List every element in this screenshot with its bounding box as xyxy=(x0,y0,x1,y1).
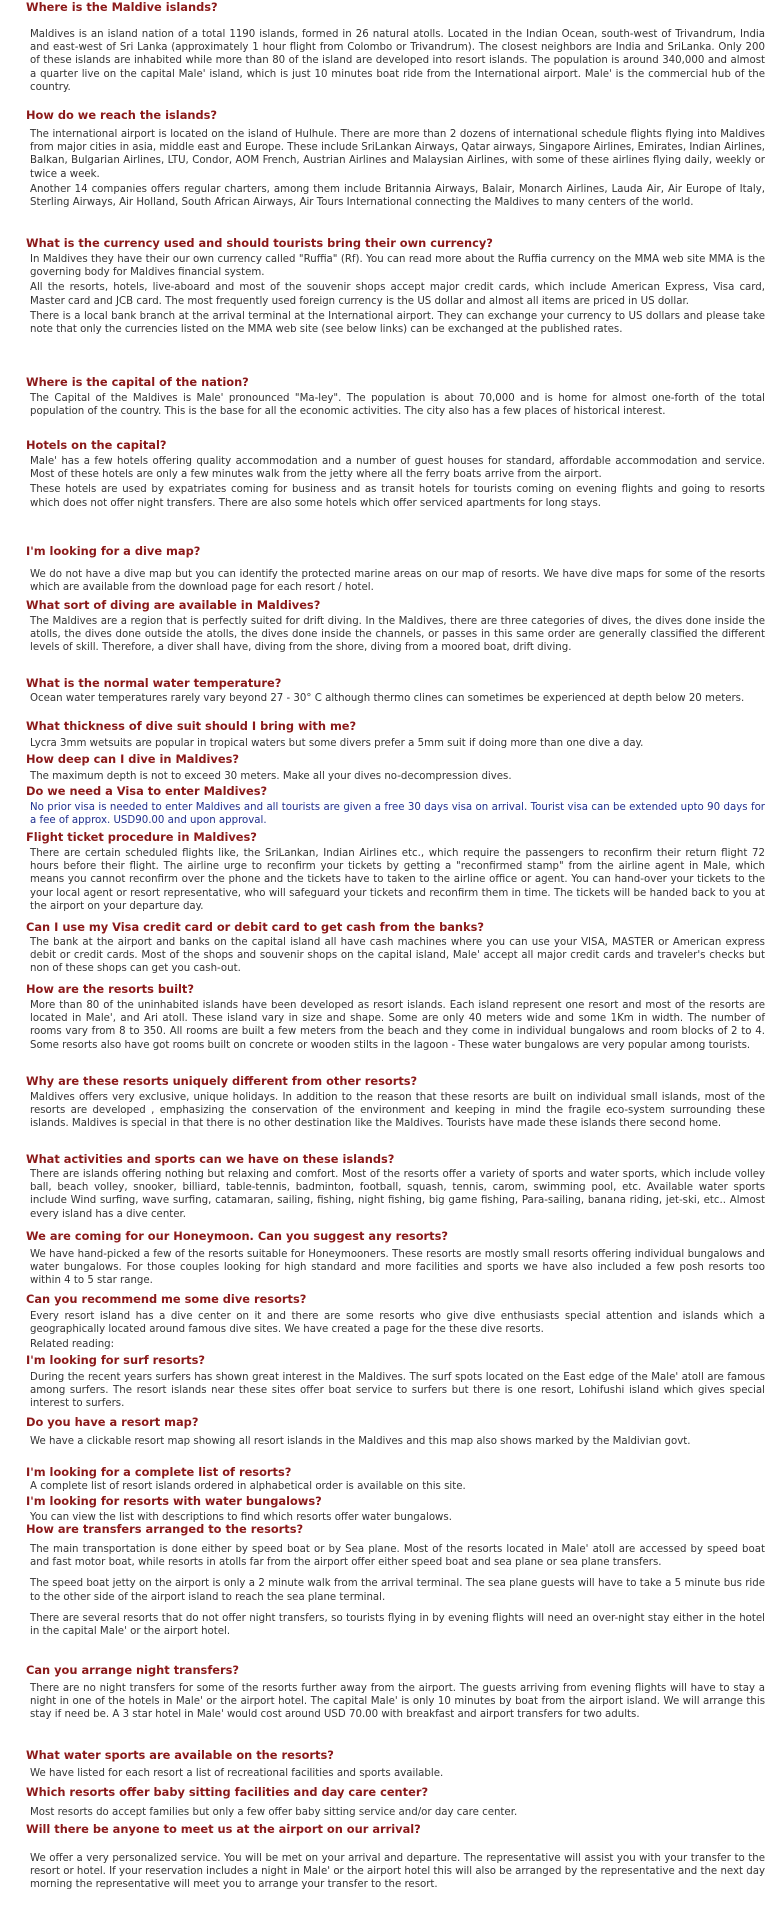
answer-paragraph: Related reading: xyxy=(30,1339,115,1351)
faq-question: What activities and sports can we have on these islands? xyxy=(26,1152,395,1166)
faq-answer xyxy=(30,1543,765,1638)
faq-answer xyxy=(30,1091,765,1131)
answer-paragraph: Lycra 3mm wetsuits are popular in tropical waters but some divers prefer a 5mm suit if doing more than one dive a day. xyxy=(30,738,644,749)
answer-paragraph: The Capital of the Maldives is Male' pronounced "Ma-ley". The population is about 70,000 and is home for almost one-forth of the total population of the country. This is the base for all the economic activities. The city also has a few places of historical interest. xyxy=(30,393,765,418)
faq-answer xyxy=(30,128,765,209)
answer-paragraph: Maldives is an island nation of a total 1190 islands, formed in 26 natural atolls. Located in the Indian Ocean, south-west of Trivandrum, India and east-west of Sri Lanka (approximately 1 hour flight from Colombo or Trivandrum). The closest neighbors are India and SriLanka. Only 200 of these islands are inhabited while more than 80 of the island are developed into resort islands. The population is around 340,000 and almost a quarter live on the capital Male' island, which is just 10 minutes boat ride from the International airport. Male' is the commercial hub of the country. xyxy=(30,29,765,93)
faq-question: I'm looking for resorts with water bungalows? xyxy=(26,1494,322,1508)
faq-question: I'm looking for a dive map? xyxy=(26,544,201,558)
faq-question: What sort of diving are available in Maldives? xyxy=(26,598,321,612)
faq-question: How do we reach the islands? xyxy=(26,108,218,122)
answer-paragraph: More than 80 of the uninhabited islands have been developed as resort islands. Each island represent one resort and most of the resorts are located in Male', and Ari atoll. These island vary in size and shape. Some are only 40 meters wide and some 1Km in width. The number of rooms vary from 8 to 350. All rooms are built a few meters from the beach and they come in individual bungalows and room blocks of 2 to 4. Some resorts also have got rooms built on concrete or wooden stilts in the lagoon - These water bungalows are very popular among tourists. xyxy=(30,1000,765,1051)
faq-answer xyxy=(30,253,765,336)
faq-question: How are the resorts built? xyxy=(26,982,194,996)
answer-paragraph: We have a clickable resort map showing all resort islands in the Maldives and this map also shows marked by the Maldivian govt. xyxy=(30,1436,691,1447)
answer-paragraph: A complete list of resort islands ordered in alphabetical order is available on this site. xyxy=(30,1481,466,1492)
answer-paragraph: Maldives offers very exclusive, unique holidays. In addition to the reason that these resorts are built on individual small islands, most of the resorts are developed , emphasizing the conservation of the environment and keeping in mind the fragile eco-system surrounding these islands. Maldives is special in that there is no other destination like the Maldives. Tourists have made these islands there second home. xyxy=(30,1092,765,1130)
faq-question: Do you have a resort map? xyxy=(26,1415,199,1429)
answer-paragraph: There are several resorts that do not offer night transfers, so tourists flying in by evening flights will need an over-night stay either in the hotel in the capital Male' or the airport hotel. xyxy=(30,1612,765,1638)
faq-question: What water sports are available on the resorts? xyxy=(26,1748,334,1762)
faq-answer xyxy=(30,1852,765,1892)
faq-question: I'm looking for a complete list of resorts? xyxy=(26,1465,292,1479)
answer-paragraph: Ocean water temperatures rarely vary beyond 27 - 30° C although thermo clines can sometimes be experienced at depth below 20 meters. xyxy=(30,693,745,704)
answer-paragraph: The Maldives are a region that is perfectly suited for drift diving. In the Maldives, there are three categories of dives, the dives done inside the atolls, the dives done outside the atolls, the dives done inside the channels, or passes in this same order are generally classified the different levels of skill. Therefore, a diver shall have, diving from the shore, diving from a moored boat, drift diving. xyxy=(30,616,765,654)
answer-paragraph: We offer a very personalized service. You will be met on your arrival and departure. The representative will assist you with your transfer to the resort or hotel. If your reservation includes a night in Male' or the airport hotel this will also be arranged by the representative and the next day morning the representative will meet you to arrange your transfer to the resort. xyxy=(30,1853,765,1891)
faq-answer xyxy=(30,455,765,510)
answer-paragraph: There are islands offering nothing but relaxing and comfort. Most of the resorts offer a variety of sports and water sports, which include volley ball, beach volley, snooker, billiard, table-tennis, badminton, football, squash, tennis, carom, swimming pool, etc. Available water sports include Wind surfing, wave surfing, catamaran, sailing, fishing, night fishing, big game fishing, Para-sailing, banana riding, jet-ski, etc.. Almost every island has a dive center. xyxy=(30,1169,765,1220)
answer-paragraph: The main transportation is done either by speed boat or by Sea plane. Most of the resorts located in Male' atoll are accessed by speed boat and fast motor boat, while resorts in atolls far from the airport offer either speed boat and sea plane or sea plane transfers. xyxy=(30,1544,765,1569)
faq-answer xyxy=(30,1767,765,1780)
faq-question: What is the normal water temperature? xyxy=(26,676,282,690)
faq-answer xyxy=(30,692,765,705)
faq-question: Where is the Maldive islands? xyxy=(26,0,218,14)
answer-paragraph: During the recent years surfers has shown great interest in the Maldives. The surf spots located on the East edge of the Male' atoll are famous among surfers. The resort islands near these sites offer boat service to surfers but there is one resort, Lohifushi island which gives special interest to surfers. xyxy=(30,1372,765,1410)
answer-paragraph: The speed boat jetty on the airport is only a 2 minute walk from the arrival terminal. The sea plane guests will have to take a 5 minute bus ride to the other side of the airport island to reach the sea plane terminal. xyxy=(30,1578,765,1603)
faq-question: I'm looking for surf resorts? xyxy=(26,1353,206,1367)
faq-question: What thickness of dive suit should I bring with me? xyxy=(26,719,357,733)
answer-paragraph: In Maldives they have their our own currency called "Ruffia" (Rf). You can read more about the Ruffia currency on the MMA web site MMA is the governing body for Maldives financial system. xyxy=(30,254,765,279)
faq-question: How deep can I dive in Maldives? xyxy=(26,752,239,766)
faq-answer xyxy=(30,770,765,783)
faq-question: How are transfers arranged to the resorts? xyxy=(26,1522,304,1536)
faq-question: Do we need a Visa to enter Maldives? xyxy=(26,784,268,798)
answer-paragraph: There are certain scheduled flights like, the SriLankan, Indian Airlines etc., which require the passengers to reconfirm their return flight 72 hours before their flight. The airline urge to reconfirm your tickets by getting a "reconfirmed stamp" from the airline agent in Male, which means you cannot reconfirm over the phone and the tickets have to taken to the airline office or agent. You can hand-over your tickets to the your local agent or resort representative, who will safeguard your tickets and reconfirm them in time. The tickets will be handed back to you at the airport on your departure day. xyxy=(30,848,765,912)
answer-paragraph: The bank at the airport and banks on the capital island all have cash machines where you can use your VISA, MASTER or American express debit or credit cards. Most of the shops and souvenir shops on the capital island, Male' accept all major credit cards and traveler's checks but non of these shops can get you cash-out. xyxy=(30,937,765,975)
faq-answer xyxy=(30,1806,765,1819)
faq-answer xyxy=(30,936,765,976)
faq-answer xyxy=(30,737,765,750)
faq-answer xyxy=(30,1435,765,1448)
faq-answer xyxy=(30,1480,765,1493)
answer-paragraph: Every resort island has a dive center on it and there are some resorts who give dive enthusiasts special attention and islands which a geographically located around famous dive sites. We have created a page for the these dive resorts. xyxy=(30,1311,765,1336)
faq-answer xyxy=(30,1371,765,1411)
answer-paragraph: No prior visa is needed to enter Maldives and all tourists are given a free 30 days visa on arrival. Tourist visa can be extended upto 90 days for a fee of approx. USD90.00 and upon approval. xyxy=(30,802,765,827)
answer-paragraph: You can view the list with descriptions to find which resorts offer water bungalows. xyxy=(30,1512,452,1523)
faq-question: Hotels on the capital? xyxy=(26,438,167,452)
faq-answer xyxy=(30,568,765,594)
faq-question: Will there be anyone to meet us at the airport on our arrival? xyxy=(26,1822,421,1836)
faq-question: What is the currency used and should tourists bring their own currency? xyxy=(26,236,493,250)
faq-question: We are coming for our Honeymoon. Can you suggest any resorts? xyxy=(26,1229,448,1243)
faq-answer xyxy=(30,801,765,827)
faq-answer xyxy=(30,1682,765,1722)
faq-answer xyxy=(30,1168,765,1221)
answer-paragraph: We have hand-picked a few of the resorts suitable for Honeymooners. These resorts are mostly small resorts offering individual bungalows and water bungalows. For those couples looking for high standard and more facilities and sports we have also included a few posh resorts too within 4 to 5 star range. xyxy=(30,1249,765,1287)
faq-answer xyxy=(30,615,765,655)
faq-answer xyxy=(30,28,765,94)
answer-paragraph: All the resorts, hotels, live-aboard and most of the souvenir shops accept major credit cards, which include American Express, Visa card, Master card and JCB card. The most frequently used foreign currency is the US dollar and almost all items are priced in US dollar. xyxy=(30,282,765,307)
faq-question: Can you recommend me some dive resorts? xyxy=(26,1292,307,1306)
answer-paragraph: The international airport is located on the island of Hulhule. There are more than 2 dozens of international schedule flights flying into Maldives from major cities in asia, middle east and Europe. These include SriLankan Airways, Qatar airways, Singapore Airlines, Emirates, Indian Airlines, Balkan, Bulgarian Airlines, LTU, Condor, AOM French, Austrian Airlines and Malaysian Airlines, with some of these airlines flying daily, weekly or twice a week. xyxy=(30,129,765,180)
faq-answer xyxy=(30,999,765,1052)
answer-paragraph: Most resorts do accept families but only a few offer baby sitting service and/or day care center. xyxy=(30,1807,518,1818)
faq-question: Can you arrange night transfers? xyxy=(26,1663,240,1677)
answer-paragraph: We do not have a dive map but you can identify the protected marine areas on our map of resorts. We have dive maps for some of the resorts which are available from the download page for each resort / hotel. xyxy=(30,569,765,594)
faq-question: Can I use my Visa credit card or debit card to get cash from the banks? xyxy=(26,920,484,934)
faq-question: Flight ticket procedure in Maldives? xyxy=(26,830,257,844)
answer-paragraph: There are no night transfers for some of the resorts further away from the airport. The guests arriving from evening flights will have to stay a night in one of the hotels in Male' or the airport hotel. The capital Male' is only 10 minutes by boat from the airport island. We will arrange this stay if need be. A 3 star hotel in Male' would cost around USD 70.00 with breakfast and airport transfers for two adults. xyxy=(30,1683,765,1721)
faq-question: Which resorts offer baby sitting facilities and day care center? xyxy=(26,1785,429,1799)
answer-paragraph: We have listed for each resort a list of recreational facilities and sports available. xyxy=(30,1768,444,1779)
answer-paragraph: There is a local bank branch at the arrival terminal at the International airport. They can exchange your currency to US dollars and please take note that only the currencies listed on the MMA web site (see below links) can be exchanged at the published rates. xyxy=(30,310,765,336)
faq-question: Why are these resorts uniquely different from other resorts? xyxy=(26,1074,418,1088)
faq-answer xyxy=(30,1248,765,1288)
faq-question: Where is the capital of the nation? xyxy=(26,375,249,389)
faq-answer xyxy=(30,392,765,418)
faq-answer xyxy=(30,1310,765,1352)
faq-answer xyxy=(30,847,765,913)
answer-paragraph: The maximum depth is not to exceed 30 meters. Make all your dives no-decompression dives. xyxy=(30,771,512,782)
answer-paragraph: These hotels are used by expatriates coming for business and as transit hotels for tourists coming on evening flights and going to resorts which does not offer night transfers. There are also some hotels which offer serviced apartments for long stays. xyxy=(30,484,765,509)
answer-paragraph: Male' has a few hotels offering quality accommodation and a number of guest houses for standard, affordable accommodation and service. Most of these hotels are only a few minutes walk from the jetty where all the ferry boats arrive from the airport. xyxy=(30,456,765,481)
answer-paragraph: Another 14 companies offers regular charters, among them include Britannia Airways, Balair, Monarch Airlines, Lauda Air, Air Europe of Italy, Sterling Airways, Air Holland, South African Airways, Air Tours International connecting the Maldives to many centers of the world. xyxy=(30,183,765,209)
